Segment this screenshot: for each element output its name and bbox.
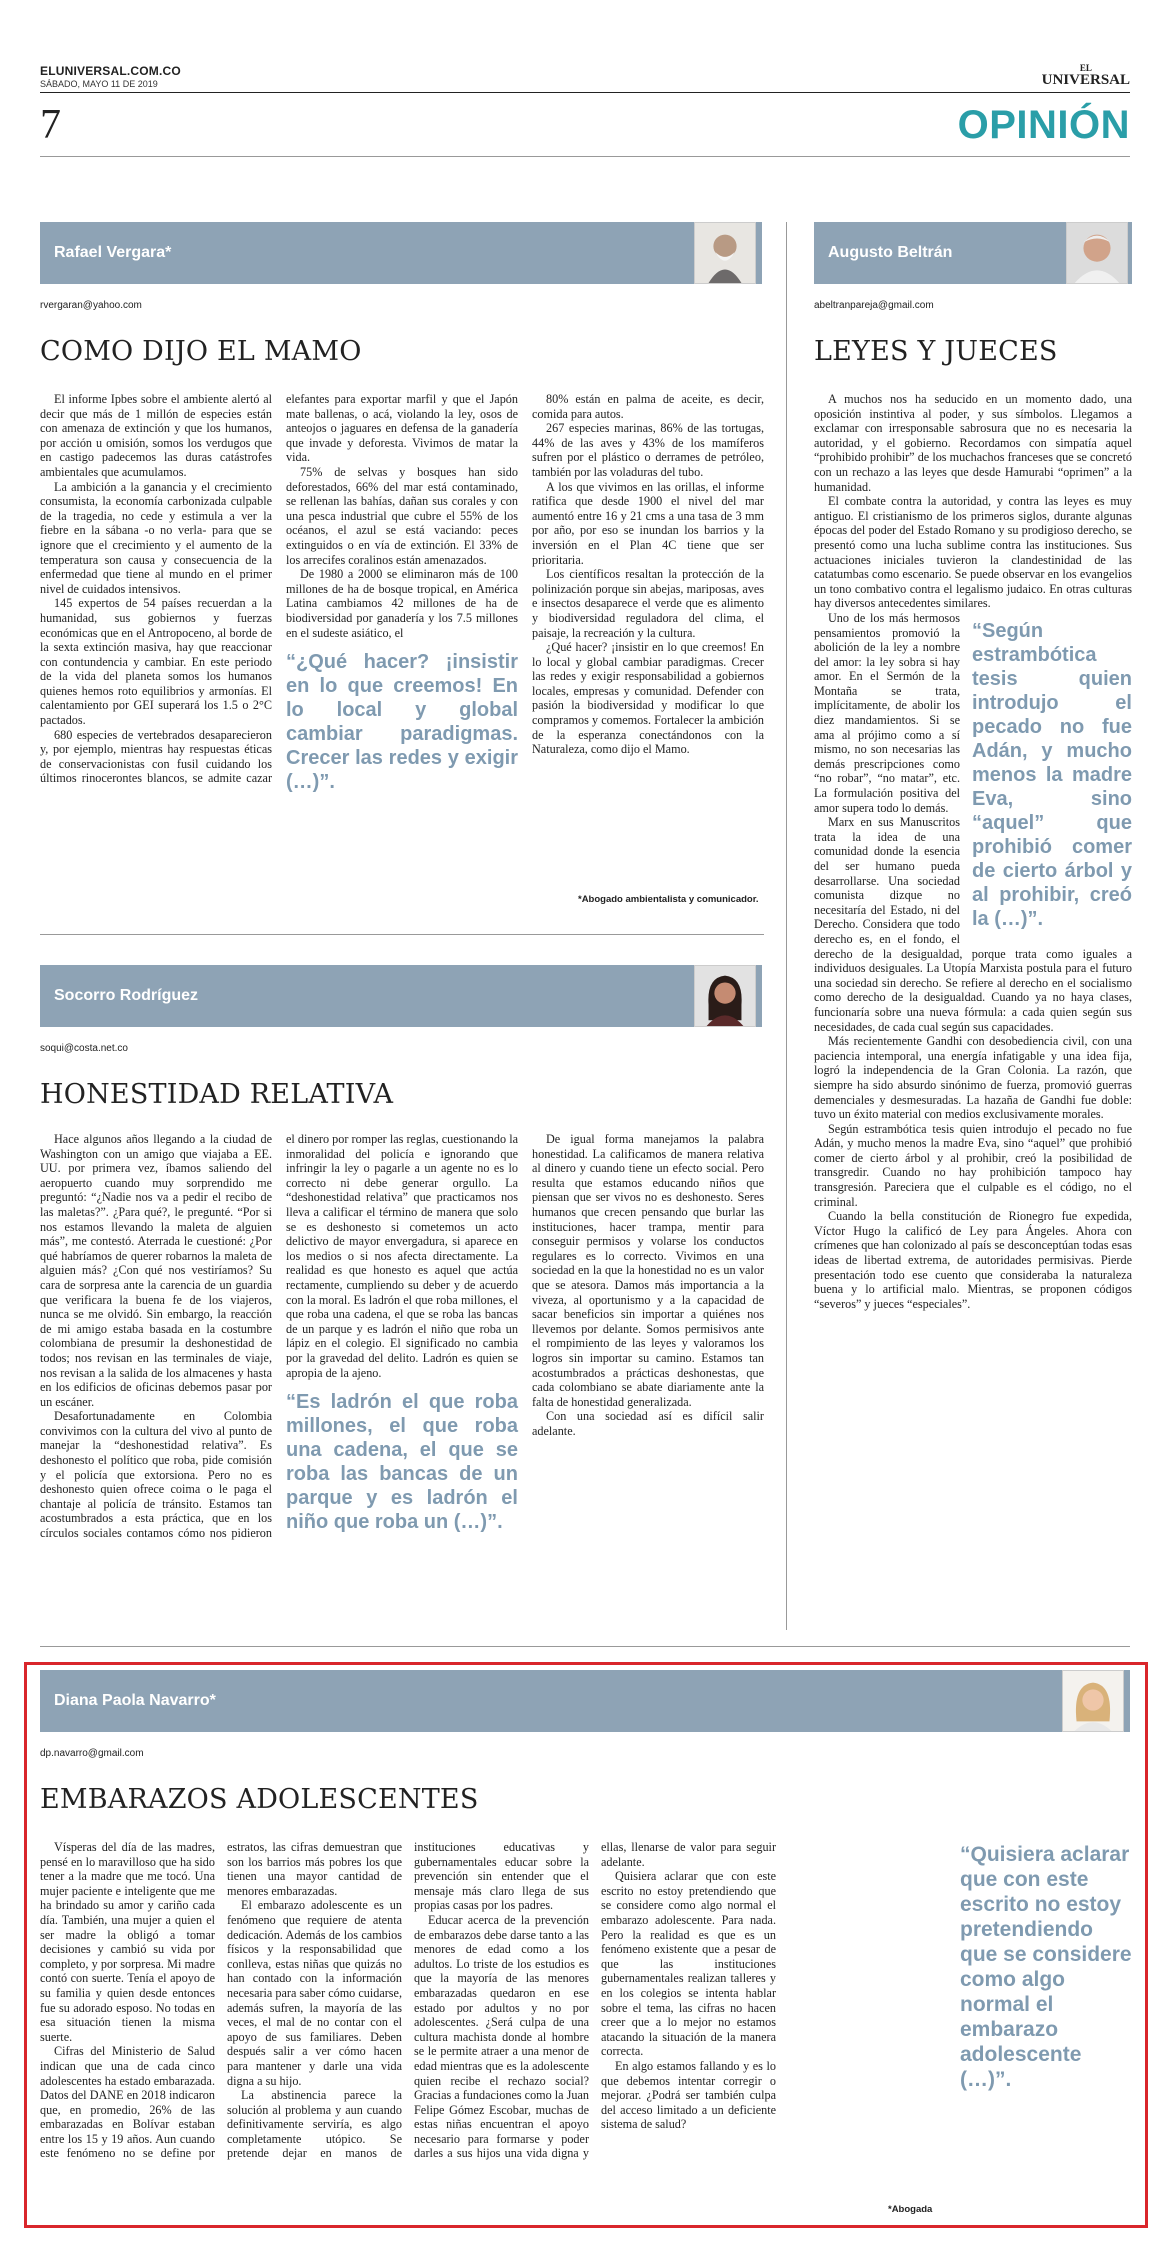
pull-quote: “Es ladrón el que roba millones, el que roba una cadena, el que se roba las bancas de un parque y es ladrón el niño que roba un (…)”. [286, 1391, 518, 1534]
pull-quote: “Quisiera aclarar que con este escrito no estoy pretendiendo que se considere como algo normal el embarazo adolescente (…)”. [960, 1843, 1132, 2091]
author-photo [1066, 222, 1128, 284]
masthead [40, 64, 1130, 89]
site-name[interactable]: ELUNIVERSAL.COM.CO [40, 64, 181, 78]
section-rule [40, 156, 1130, 157]
page-number: 7 [40, 102, 61, 148]
paragraph: 145 expertos de 54 países recuerdan a la humanidad, sus gobiernos y fuerzas económicas que en el Antropoceno, al borde de la sexta extinción masiva, hay que reaccionar con contundencia y cambiar. En este periodo de la vida del planeta somos los humanos quienes hemos roto equilibrios y armonías. El calentamiento por GEI superará los 1.5 o 2°C pactados. [40, 596, 272, 728]
author-note: *Abogada [888, 2204, 933, 2215]
author-email[interactable]: soqui@costa.net.co [40, 1043, 128, 1054]
article-body [814, 392, 1132, 1624]
article-body [40, 1840, 776, 2200]
paragraph: Uno de los más hermosos pensamientos promovió la abolición de la ley a nombre del amor: la ley sobra si hay amor. En el Sermón de la Montaña se trata, implícitamente, de abolir los diez mandamientos. Si se ama al prójimo como a sí mismo, no son necesarias las demás prescripciones como “no robar”, “no matar”, etc. La formulación positiva del amor supera todo lo demás. [814, 610, 960, 815]
headline: LEYES Y JUECES [814, 336, 1058, 367]
paragraph: Cuando la bella constitución de Rionegro fue expedida, Víctor Hugo la calificó de Ley para Ángeles. Ahora con crímenes que han colonizado al país se desconceptúan todas esas ideas de libertad extrema, de autoridades permisivas. Pierde presentación todo ese cuento que consideraba la naturaleza buena y lo artificial malo. Mientras, se proponen códigos “severos” y jueces “especiales”. [814, 1209, 1132, 1311]
newspaper-logo: EL UNIVERSAL [1041, 63, 1130, 88]
author-email[interactable]: dp.navarro@gmail.com [40, 1748, 144, 1759]
pull-quote: “¿Qué hacer? ¡insistir en lo que creemos! En lo local y global cambiar paradigmas. Crecer las redes y exigir (…)”. [286, 651, 518, 794]
author-name: Rafael Vergara* [54, 244, 172, 261]
author-photo [694, 965, 756, 1027]
author-email[interactable]: rvergaran@yahoo.com [40, 300, 142, 311]
paragraph: 80% están en palma de aceite, es decir, comida para autos. [532, 392, 764, 421]
author-name: Socorro Rodríguez [54, 987, 199, 1004]
paragraph: De 1980 a 2000 se eliminaron más de 100 millones de ha de bosque tropical, en América Latina cambiamos 42 millones de ha de biodiversidad por ganadería y los 7.5 millones en el sudeste asiático, el [286, 567, 518, 640]
author-photo [1062, 1670, 1124, 1732]
paragraph: Cifras del Ministerio de Salud indican que una de cada cinco adolescentes ha estado embarazada. Datos del DANE en 2018 indicaron que, en promedio, 26% de las embarazadas en Bolívar estaban entre los 15 y 19 años. Aun cuando este fenómeno no se define por estratos, las cifras demuestran que son los barrios más pobres los que tienen una mayor cantidad de menores embarazadas. [40, 1840, 402, 2161]
headline: EMBARAZOS ADOLESCENTES [40, 1784, 479, 1815]
paragraph: Vísperas del día de las madres, pensé en lo maravilloso que ha sido tener a la madre que me tocó. Una mujer paciente e inteligente que me ha brindado su amor y cariño cada día. También, una mujer a quien el ser madre la obligó a tomar decisiones y cambió su vida por completo, y por sorpresa. Mi madre contó con suerte. Tenía el apoyo de su familia y quien desde entonces fue su adorado esposo. No todas en esa situación tienen la misma suerte. [40, 1840, 215, 2044]
paragraph: Según estrambótica tesis quien introdujo el pecado no fue Adán, y mucho menos la madre Eva, sino “aquel” que prohibió comer de cierto árbol y al prohibir, creó la posibilidad de transgredir. Cuando no hay prohibición tampoco hay transgresión. Pareciera que el culpable es el código, no el criminal. [814, 1121, 1132, 1209]
author-bar-augusto [814, 222, 1132, 284]
paragraph: Desafortunadamente en Colombia convivimos con la cultura del vivo al punto de manejar la “deshonestidad relativa”. Es deshonesto el político que roba, pide comisión y el policía que extorsiona. Pero no es deshonesto quien ofrece coima o le paga el chantaje al policía de tránsito. Estamos tan acostumbrados a esta práctica, que en los círculos sociales contamos cómo nos pidieron el dinero por romper las reglas, cuestionando la inmoralidad del policía e ignorando que infringir la ley o pagarle a un agente no es lo correcto ni debe generar orgullo. La “deshonestidad relativa” que practicamos nos lleva a calificar el término de manera que solo se es deshonesto si cometemos un acto delictivo de mayor envergadura, si aparece en los medios o si nos afecta directamente. La realidad es que honesto es aquel que actúa rectamente, cumpliendo su deber y de acuerdo con la moral. Es ladrón el que roba millones, el que roba una cadena, el que se roba las bancas de un parque y es ladrón el niño que roba un lápiz en el colegio. El significado no cambia por la gravedad del delito. Ladrón es quien se apropia de la ajeno. [40, 1132, 518, 1541]
paragraph: ¿Qué hacer? ¡insistir en lo que creemos! En lo local y global cambiar paradigmas. Crecer las redes y exigir responsabilidad a gobiernos locales, empresas y comunidad. Defender con pasión la biodiversidad y modificar lo que compramos y comemos. Fortalecer la ambición de la esperanza conectándonos con la Naturaleza, como dijo el Mamo. [532, 640, 764, 757]
paragraph: 75% de selvas y bosques han sido deforestados, 66% del mar está contaminado, se rellenan las bahías, dañan sus corales y con una pesca industrial que cubre el 55% de los océanos, el azul se está vaciando: peces extinguidos o en vía de extinción. El 33% de los arrecifes coralinos están amenazados. [286, 464, 518, 567]
author-bar-rafael [40, 222, 762, 284]
masthead-rule [40, 92, 1130, 93]
paragraph: En algo estamos fallando y es lo que debemos intentar corregir o mejorar. ¿Podrá ser también culpa del acceso limitado a un deficiente sistema de salud? [601, 2058, 776, 2132]
paragraph: La abstinencia parece la solución al problema y aun cuando definitivamente serviría, es algo completamente utópico. Se pretende dejar en manos de instituciones educativas y gubernamentales educar sobre la prevención sin entender que el mensaje más claro llega de sus propias casas por los padres. [227, 1840, 589, 2161]
pull-quote: “Según estrambótica tesis quien introdujo el pecado no fue Adán, y mucho menos la madre Eva, sino “aquel” que prohibió comer de cierto árbol y al prohibir, creó la (…)”. [972, 619, 1132, 930]
section-title: OPINIÓN [957, 103, 1130, 147]
paragraph: 680 especies de vertebrados desaparecieron y, por ejemplo, mientras hay respuestas éticas de conservacionistas con fusil cuidando los últimos rinocerontes blancos, se admite cazar elefantes para exportar marfil y que el Japón mate ballenas, o acá, violando la ley, osos de anteojos o jaguares en defensa de la ganadería que invade y deforesta. Vivimos de matar la vida. [40, 392, 518, 786]
paragraph: A muchos nos ha seducido en un momento dado, una oposición instintiva al poder, y sus símbolos. Llegamos a exclamar con irresponsable sabrosura que no es necesaria la autoridad, y el gobierno. Recordamos con simpatía aquel “prohibido prohibir” de los muchachos franceses que se concretó con un rechazo a las leyes que desde Hamurabi “oprimen” a la humanidad. [814, 392, 1132, 494]
paragraph: El embarazo adolescente es un fenómeno que requiere de atenta dedicación. Además de los cambios físicos y la responsabilidad que conlleva, estas niñas que quizás no han contado con la información necesaria para saber cómo cuidarse, además sufren, la mayoría de las veces, el mal de no contar con el apoyo de sus familiares. Deben después salir a ver cómo hacen para mantener y darle una vida digna a su hijo. [227, 1898, 402, 2088]
author-photo [694, 222, 756, 284]
paragraph: Los científicos resaltan la protección de la polinización porque sin abejas, mariposas, aves e insectos desaparece el verde que es alimento y biodiversidad reguladora del clima, el paisaje, la recreación y la cultura. [532, 567, 764, 640]
headline: HONESTIDAD RELATIVA [40, 1079, 394, 1110]
paragraph: 267 especies marinas, 86% de las tortugas, 44% de las aves y 43% de los mamíferos sufren por el plástico o derrames de petróleo, también por las voladuras del tubo. [532, 421, 764, 479]
article-divider [40, 934, 764, 935]
paragraph: La ambición a la ganancia y el crecimiento consumista, la economía carbonizada culpable de la tragedia, no cede y estimula a ver la fiebre en la sábana -o no verla- para que se ignore que el crecimiento y el aumento de la temperatura son causa y consecuencia de la enfermedad que tiene al mundo en el primer nivel de cuidados intensivos. [40, 479, 272, 596]
author-bar-socorro [40, 965, 762, 1027]
paragraph: Hace algunos años llegando a la ciudad de Washington con un amigo que viajaba a EE. UU. por primera vez, íbamos saliendo del aeropuerto cuando muy sorprendido me preguntó: “¿Nadie nos va a pedir el recibo de las maletas?”. ¿Para qué?, le pregunté. “Por si nos estamos llevando la maleta de alguien más”, me contestó. Aterrada le cuestioné: ¿Por qué habríamos de querer robarnos la maleta de alguien más? ¿Con qué nos vestiríamos? Su cara de sorpresa ante la carencia de un guardia que verificara la buena fe de los viajeros, nunca se me olvidó. Sin embargo, la reacción de mi amigo estaba basada en la costumbre colombiana de presumir la deshonestidad de todos; nos revisan en las terminales de viaje, nos revisan a la salida de los almacenes y hasta en los edificios de oficinas debemos pasar por un escáner. [40, 1132, 272, 1409]
article-body [40, 1132, 764, 1628]
paragraph: Marx en sus Manuscritos trata la idea de una comunidad donde la esencia del ser humano pueda desarrollarse. Una sociedad comunista dizque no necesitaría del Estado, ni del Derecho. Considera que todo derecho es, en el fondo, el derecho de la desigualdad, porque trata como iguales a individuos desiguales. La Utopía Marxista postula para el futuro una sociedad sin derecho. Se refiere al derecho en el socialismo como derecho de la desigualdad. Cuando ya no haya clases, funcionaría sobre una nueva fórmula: a cada quien según sus necesidades, de cada cual según sus capacidades. [814, 815, 1132, 1034]
paragraph: A los que vivimos en las orillas, el informe ratifica que desde 1900 el nivel del mar aumentó entre 16 y 21 cms a una tasa de 3 mm por año, por eso se inundan los barrios y la inversión en el Plan 4C tiene que ser prioritaria. [532, 479, 764, 567]
paragraph: Con una sociedad así es difícil salir adelante. [532, 1409, 764, 1438]
issue-date: SÁBADO, MAYO 11 DE 2019 [40, 79, 158, 89]
headline: COMO DIJO EL MAMO [40, 336, 362, 367]
paragraph: El informe Ipbes sobre el ambiente alertó al decir que más de 1 millón de especies están con amenaza de extinción y que los humanos, por acción u omisión, somos los verdugos que en castigo padecemos las duras catástrofes ambientales que acumulamos. [40, 392, 272, 479]
author-note: *Abogado ambientalista y comunicador. [578, 894, 759, 905]
column-divider [786, 222, 787, 1630]
author-bar-diana [40, 1670, 1130, 1732]
paragraph: Más recientemente Gandhi con desobediencia civil, con una paciencia intemporal, una energía infatigable y una idea fija, logró la independencia de la Gran Colonia. La razón, que siempre ha sido absurdo sinónimo de fuerza, promovió guerras demenciales y desmesuradas. La hazaña de Gandhi fue doble: tuvo un éxito material con medios exclusivamente morales. [814, 1034, 1132, 1122]
paragraph: Quisiera aclarar que con este escrito no estoy pretendiendo que se considere como algo normal el embarazo adolescente. Para nada. Pero la realidad es que es un fenómeno existente que a pesar de que las instituciones gubernamentales realizan talleres y en los colegios se intenta hablar sobre el tema, las cifras no hacen creer que a lo mejor no estamos atacando la situación de la manera correcta. [601, 1869, 776, 2059]
article-divider [40, 1646, 1130, 1647]
paragraph: Educar acerca de la prevención de embarazos debe darse tanto a las menores de edad como a los adultos. Lo triste de los estudios es que la mayoría de las menores embarazadas quedaron en ese estado por adultos y no por adolescentes. ¿Será culpa de una cultura machista donde al hombre se le permite atraer a una menor de edad mientras que es la adolescente quien recibe el rechazo social? Gracias a fundaciones como la Juan Felipe Gómez Escobar, muchas de estas niñas encuentran el apoyo necesario para formarse y poder darles a sus hijos una vida digna y ellas, llenarse de valor para seguir adelante. [414, 1840, 776, 2161]
paragraph: El combate contra la autoridad, y contra las leyes es muy antiguo. El cristianismo de los primeros siglos, durante algunas épocas del poder del Estado Romano y su prodigioso derecho, se presentó como una lucha sublime contra las instituciones. Sus actuaciones iniciales tuvieron la clandestinidad de las catatumbas como escenario. Se puede observar en los evangelios un tono combativo contra el legalismo judaico. En otras culturas hay diversos antecedentes similares. [814, 494, 1132, 611]
article-body [40, 392, 764, 912]
author-name: Augusto Beltrán [828, 244, 953, 261]
paragraph: De igual forma manejamos la palabra honestidad. La calificamos de manera relativa al dinero y cuando tiene un efecto social. Pero resulta que estamos educando niños que piensan que ser vivos no es deshonesto. Seres humanos que crecen pensando que burlar las instituciones, hacer trampa, mentir para conseguir permisos y volarse los conductos regulares es lo correcto. Vivimos en una sociedad en la que la honestidad no es un valor que se atesora. Damos más importancia a la viveza, al oportunismo y a la capacidad de sacar beneficios sin importar a quiénes nos llevemos por delante. Somos permisivos ante el rompimiento de las leyes y valoramos los logros sin importar su camino. Estamos tan acostumbrados a prácticas deshonestas, que cada colombiano se abate diariamente ante la falta de honestidad generalizada. [532, 1132, 764, 1409]
author-name: Diana Paola Navarro* [54, 1692, 216, 1709]
author-email[interactable]: abeltranpareja@gmail.com [814, 300, 934, 311]
